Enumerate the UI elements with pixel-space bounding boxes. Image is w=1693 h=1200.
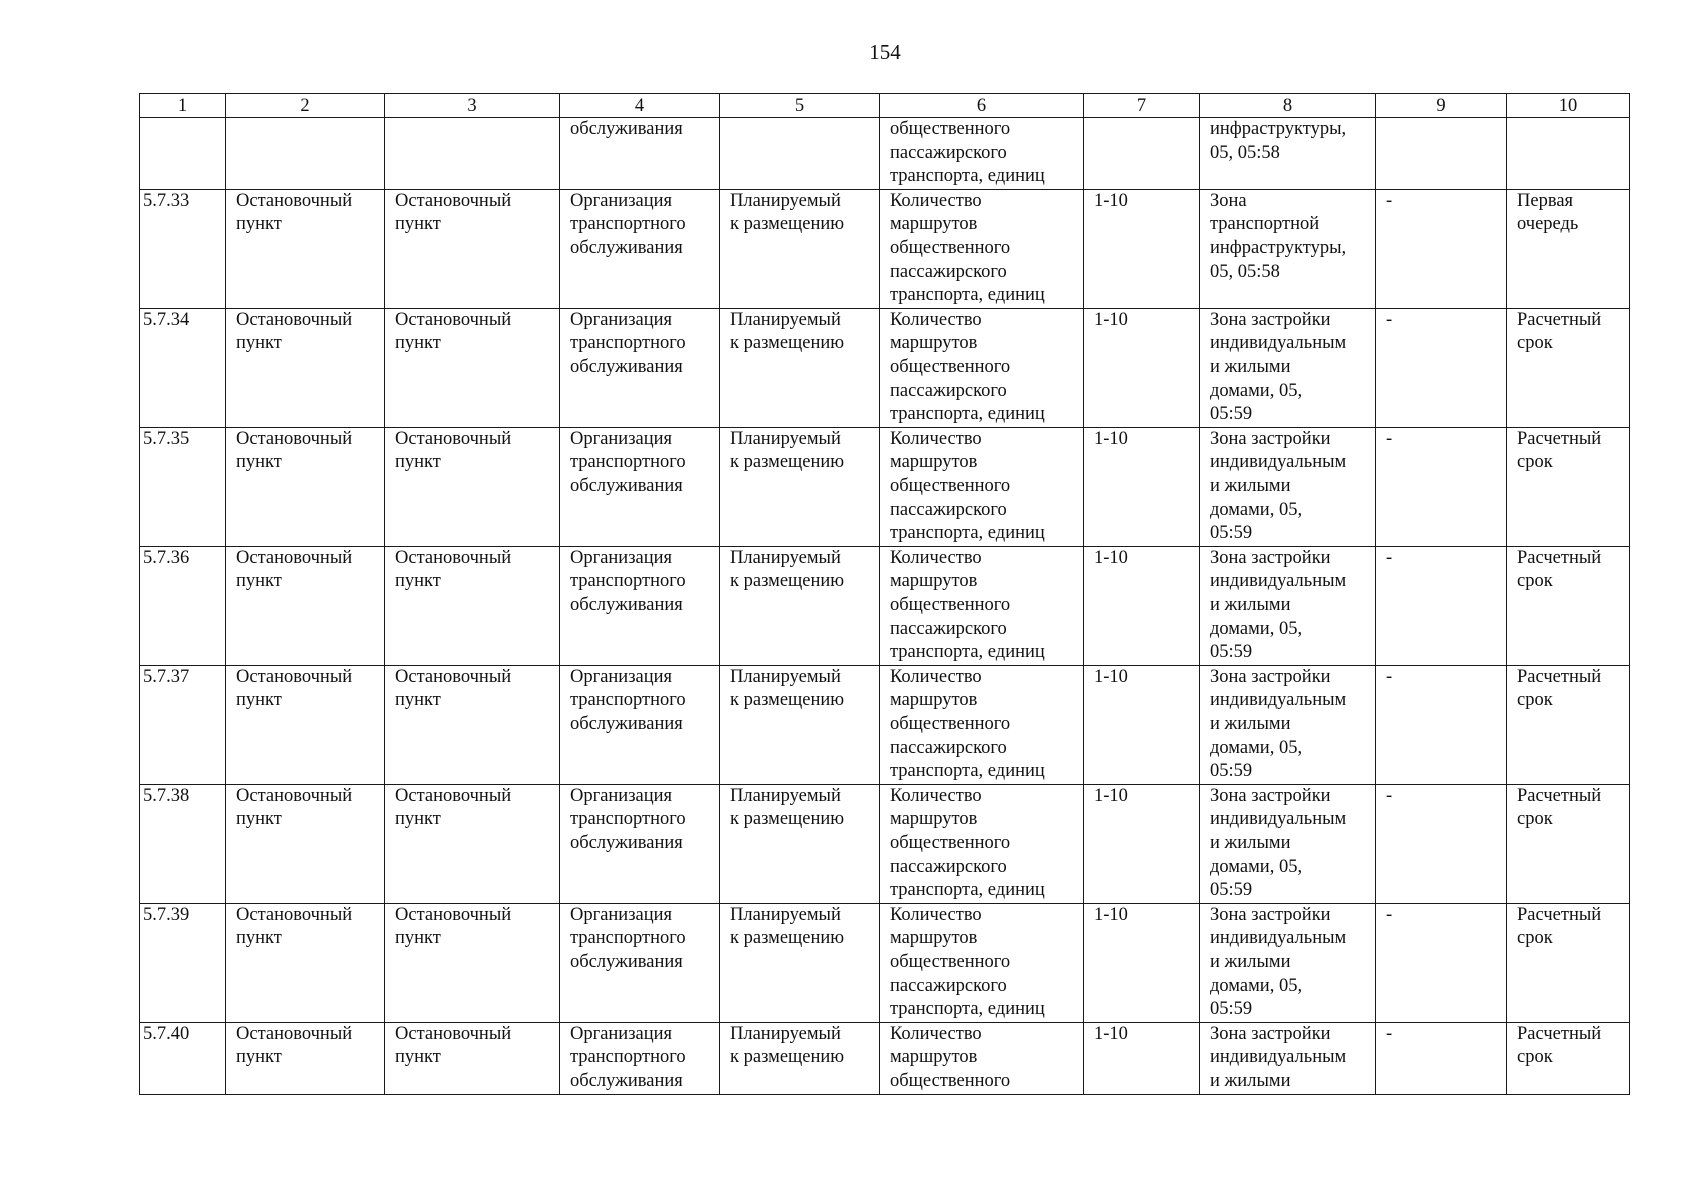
cell-purpose: Организация транспортного обслуживания [560,189,720,308]
cell-characteristic: Количество маршрутов общественного пассажирского транспорта, единиц [880,427,1084,546]
cell-status: Планируемый к размещению [720,1022,880,1094]
cell-object-type: Остановочный пункт [226,665,385,784]
cell-object-type: Остановочный пункт [226,546,385,665]
cell-term: Расчетный срок [1507,665,1630,784]
cell-object-type: Остановочный пункт [226,427,385,546]
column-number: 1 [140,94,226,118]
cell-purpose: Организация транспортного обслуживания [560,903,720,1022]
cell-object-name: Остановочный пункт [385,546,560,665]
cell-object-type [226,118,385,190]
cell-location: Зона застройки индивидуальным и жилыми домами, 05, 05:59 [1200,903,1376,1022]
cell-characteristic: Количество маршрутов общественного [880,1022,1084,1094]
cell-location: Зона застройки индивидуальным и жилыми [1200,1022,1376,1094]
cell-zone: - [1376,308,1507,427]
cell-value: 1-10 [1084,189,1200,308]
cell-characteristic: Количество маршрутов общественного пассажирского транспорта, единиц [880,665,1084,784]
column-number: 3 [385,94,560,118]
cell-zone: - [1376,1022,1507,1094]
cell-value: 1-10 [1084,784,1200,903]
cell-status: Планируемый к размещению [720,546,880,665]
cell-value: 1-10 [1084,427,1200,546]
continuation-row [140,118,1630,190]
cell-characteristic: Количество маршрутов общественного пассажирского транспорта, единиц [880,784,1084,903]
column-number-row [140,94,1630,118]
cell-object-name: Остановочный пункт [385,189,560,308]
column-number: 9 [1376,94,1507,118]
cell-zone: - [1376,903,1507,1022]
cell-zone: - [1376,665,1507,784]
cell-location: Зона застройки индивидуальным и жилыми домами, 05, 05:59 [1200,784,1376,903]
cell-number: 5.7.34 [140,308,226,427]
table-row [140,546,1630,665]
cell-location: Зона застройки индивидуальным и жилыми домами, 05, 05:59 [1200,546,1376,665]
cell-characteristic: Количество маршрутов общественного пассажирского транспорта, единиц [880,546,1084,665]
column-number-header [140,94,1630,118]
cell-object-name: Остановочный пункт [385,665,560,784]
cell-number: 5.7.39 [140,903,226,1022]
cell-number [140,118,226,190]
table-row [140,784,1630,903]
cell-status: Планируемый к размещению [720,784,880,903]
cell-number: 5.7.38 [140,784,226,903]
cell-zone [1376,118,1507,190]
cell-characteristic: Количество маршрутов общественного пассажирского транспорта, единиц [880,189,1084,308]
column-number: 7 [1084,94,1200,118]
table-row [140,903,1630,1022]
cell-value: 1-10 [1084,546,1200,665]
cell-number: 5.7.36 [140,546,226,665]
cell-number: 5.7.33 [140,189,226,308]
cell-characteristic: общественного пассажирского транспорта, единиц [880,118,1084,190]
cell-zone: - [1376,546,1507,665]
cell-term: Расчетный срок [1507,427,1630,546]
table-row [140,308,1630,427]
column-number: 8 [1200,94,1376,118]
cell-value: 1-10 [1084,665,1200,784]
table-row [140,427,1630,546]
cell-purpose: Организация транспортного обслуживания [560,308,720,427]
cell-object-type: Остановочный пункт [226,308,385,427]
column-number: 10 [1507,94,1630,118]
cell-value [1084,118,1200,190]
cell-value: 1-10 [1084,308,1200,427]
cell-term: Расчетный срок [1507,308,1630,427]
cell-object-name: Остановочный пункт [385,427,560,546]
cell-term: Расчетный срок [1507,546,1630,665]
table-row [140,665,1630,784]
cell-purpose: Организация транспортного обслуживания [560,784,720,903]
cell-purpose: Организация транспортного обслуживания [560,665,720,784]
cell-characteristic: Количество маршрутов общественного пассажирского транспорта, единиц [880,308,1084,427]
cell-status: Планируемый к размещению [720,308,880,427]
cell-object-type: Остановочный пункт [226,189,385,308]
cell-zone: - [1376,189,1507,308]
cell-object-name: Остановочный пункт [385,1022,560,1094]
cell-term: Расчетный срок [1507,903,1630,1022]
cell-object-name: Остановочный пункт [385,784,560,903]
cell-status: Планируемый к размещению [720,665,880,784]
table-row [140,1022,1630,1094]
cell-number: 5.7.40 [140,1022,226,1094]
cell-term: Расчетный срок [1507,1022,1630,1094]
column-number: 5 [720,94,880,118]
cell-value: 1-10 [1084,1022,1200,1094]
cell-location: Зона застройки индивидуальным и жилыми домами, 05, 05:59 [1200,308,1376,427]
cell-status: Планируемый к размещению [720,427,880,546]
cell-value: 1-10 [1084,903,1200,1022]
cell-location: Зона транспортной инфраструктуры, 05, 05:58 [1200,189,1376,308]
cell-location: инфраструктуры, 05, 05:58 [1200,118,1376,190]
cell-term: Расчетный срок [1507,784,1630,903]
cell-term: Первая очередь [1507,189,1630,308]
cell-object-name: Остановочный пункт [385,903,560,1022]
cell-zone: - [1376,784,1507,903]
objects-table [139,93,1630,1095]
cell-zone: - [1376,427,1507,546]
cell-number: 5.7.37 [140,665,226,784]
cell-location: Зона застройки индивидуальным и жилыми домами, 05, 05:59 [1200,665,1376,784]
cell-object-name [385,118,560,190]
cell-object-name: Остановочный пункт [385,308,560,427]
cell-number: 5.7.35 [140,427,226,546]
cell-term [1507,118,1630,190]
column-number: 6 [880,94,1084,118]
table-row [140,189,1630,308]
cell-object-type: Остановочный пункт [226,1022,385,1094]
cell-object-type: Остановочный пункт [226,903,385,1022]
cell-location: Зона застройки индивидуальным и жилыми домами, 05, 05:59 [1200,427,1376,546]
cell-purpose: обслуживания [560,118,720,190]
cell-purpose: Организация транспортного обслуживания [560,427,720,546]
column-number: 4 [560,94,720,118]
cell-purpose: Организация транспортного обслуживания [560,546,720,665]
cell-status: Планируемый к размещению [720,903,880,1022]
cell-status [720,118,880,190]
cell-status: Планируемый к размещению [720,189,880,308]
page-number: 154 [869,40,901,64]
column-number: 2 [226,94,385,118]
cell-object-type: Остановочный пункт [226,784,385,903]
cell-purpose: Организация транспортного обслуживания [560,1022,720,1094]
cell-characteristic: Количество маршрутов общественного пассажирского транспорта, единиц [880,903,1084,1022]
